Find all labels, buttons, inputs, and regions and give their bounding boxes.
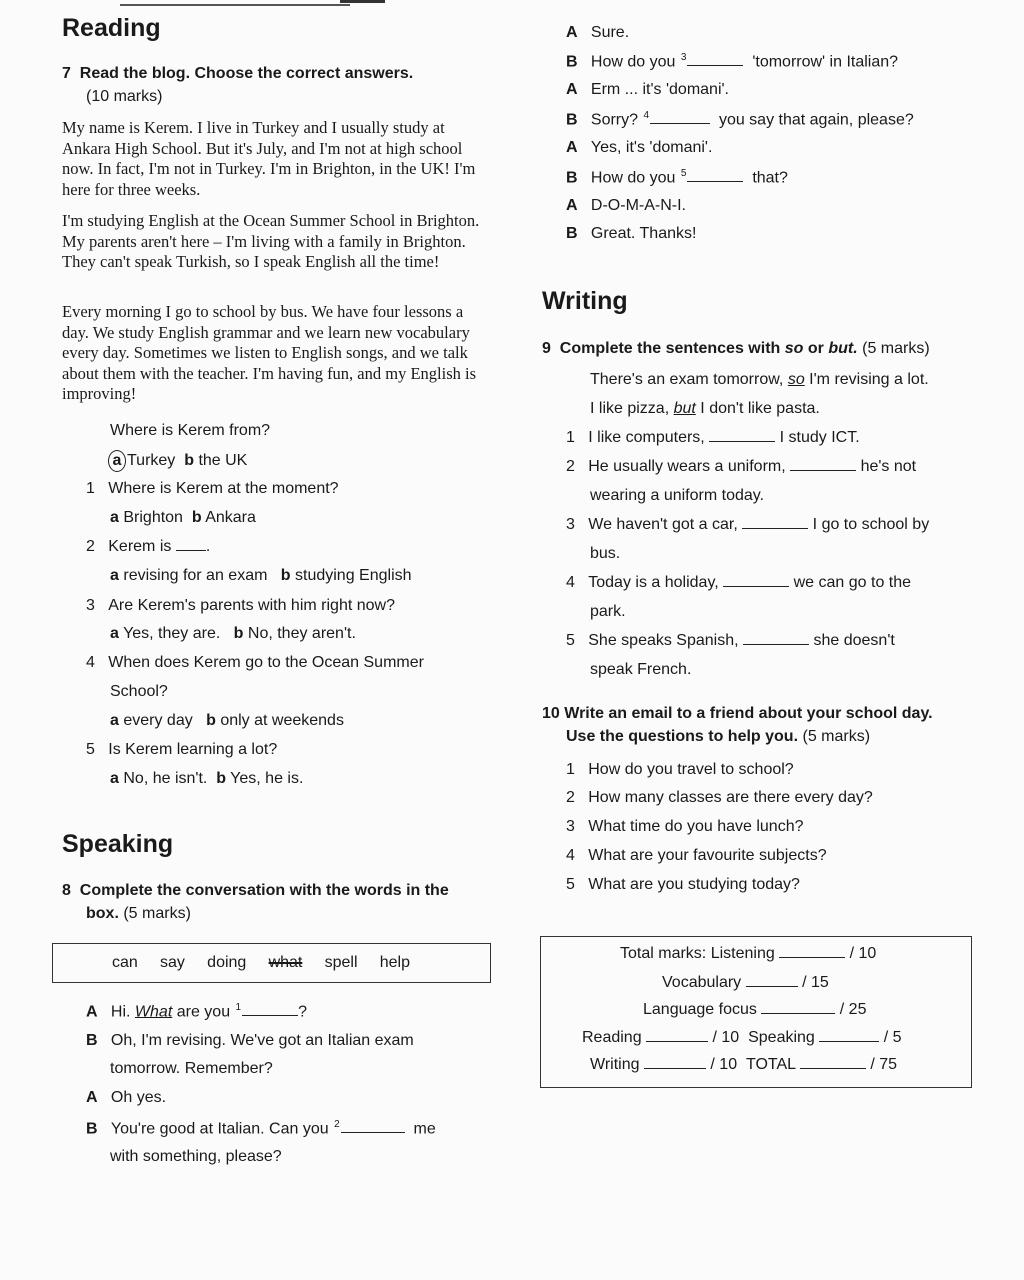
reading-heading: Reading: [62, 14, 161, 42]
task9-sentence-5: 5 She speaks Spanish, she doesn't: [566, 632, 895, 649]
task7-marks: (10 marks): [86, 88, 163, 105]
conv-line-9: A Yes, it's 'domani'.: [566, 139, 713, 156]
reading-options-1[interactable]: a Brighton b Ankara: [110, 509, 256, 526]
marks-reading-speaking: Reading / 10 Speaking / 5: [582, 1029, 902, 1046]
gap-5[interactable]: [687, 169, 743, 182]
task9-gap-3[interactable]: [742, 516, 808, 529]
task10-question-4: 4 What are your favourite subjects?: [566, 847, 827, 864]
word-can: can: [112, 954, 138, 971]
conv-line-1: A Hi. What are you $^1$ ?: [86, 1002, 308, 1021]
task9-sentence-3-cont: bus.: [590, 545, 621, 562]
word-what-crossed: what: [268, 954, 303, 971]
conv-line-7: A Erm ... it's 'domani'.: [566, 81, 729, 98]
conv-line-4-cont: with something, please?: [110, 1148, 282, 1165]
marks-vocabulary: Vocabulary / 15: [662, 974, 829, 991]
example-question: Where is Kerem from?: [110, 422, 271, 439]
task10-question-3: 3 What time do you have lunch?: [566, 818, 804, 835]
blog-paragraph-3: Every morning I go to school by bus. We have four lessons a day. We study English grammar and we learn new vocabulary every day. Sometimes we listen to English songs, and we talk about them with the teacher. I'm having fun, and my English is improving!: [62, 302, 477, 403]
task9-sentence-5-cont: speak French.: [590, 661, 692, 678]
speaking-heading: Speaking: [62, 830, 174, 858]
task9-sentence-4: 4 Today is a holiday, we can go to the: [566, 574, 912, 591]
task9-sentence-1: 1 I like computers, I study ICT.: [566, 429, 860, 446]
conv-line-4: B You're good at Italian. Can you $^2$ me: [86, 1119, 436, 1138]
conv-line-2: B Oh, I'm revising. We've got an Italian exam: [86, 1032, 414, 1049]
task9-example-2: I like pizza, but I don't like pasta.: [590, 400, 820, 417]
task8-instruction: 8 Complete the conversation with the words in the: [62, 882, 449, 899]
reading-options-2[interactable]: a revising for an exam b studying English: [110, 567, 412, 584]
task9-gap-5[interactable]: [743, 632, 809, 645]
task9-sentence-2-cont: wearing a uniform today.: [590, 487, 765, 504]
marks-listening: Total marks: Listening / 10: [620, 945, 877, 962]
word-doing: doing: [207, 954, 247, 971]
marks-writing-total: Writing / 10 TOTAL / 75: [590, 1056, 898, 1073]
word-box-words: [112, 954, 410, 972]
word-help: help: [379, 954, 410, 971]
reading-question-4: 4 When does Kerem go to the Ocean Summer: [86, 654, 424, 671]
conv-line-6: B How do you $^3$ 'tomorrow' in Italian?: [566, 52, 899, 71]
conv-line-10: B How do you $^5$ that?: [566, 168, 788, 187]
example-answers: a Turkey b the UK: [108, 450, 247, 472]
reading-options-4[interactable]: a every day b only at weekends: [110, 712, 344, 729]
marks-language-focus: Language focus / 25: [643, 1001, 867, 1018]
task10-question-2: 2 How many classes are there every day?: [566, 789, 873, 806]
gap-1[interactable]: [242, 1003, 298, 1016]
word-spell: spell: [324, 954, 358, 971]
gap-3[interactable]: [687, 53, 743, 66]
task10-instruction: 10 Write an email to a friend about your school day.: [542, 705, 933, 722]
reading-question-5: 5 Is Kerem learning a lot?: [86, 741, 278, 758]
conv-line-2-cont: tomorrow. Remember?: [110, 1060, 273, 1077]
reading-question-1: 1 Where is Kerem at the moment?: [86, 480, 339, 497]
task10-question-1: 1 How do you travel to school?: [566, 761, 794, 778]
conv-line-12: B Great. Thanks!: [566, 225, 697, 242]
task9-sentence-2: 2 He usually wears a uniform, he's not: [566, 458, 917, 475]
reading-question-2: 2 Kerem is .: [86, 538, 211, 555]
task9-gap-1[interactable]: [709, 429, 775, 442]
blog-paragraph-2: I'm studying English at the Ocean Summer School in Brighton. My parents aren't here – I'm living with a family in Brighton. They can't speak Turkish, so I speak English all the time!: [62, 211, 480, 271]
task10-question-5: 5 What are you studying today?: [566, 876, 800, 893]
gap-2[interactable]: [341, 1120, 405, 1133]
task9-sentence-4-cont: park.: [590, 603, 626, 620]
cropped-header-strip: [0, 0, 1024, 6]
conv-line-5: A Sure.: [566, 24, 630, 41]
task7-instruction: 7 Read the blog. Choose the correct answers.: [62, 65, 414, 82]
circled-answer-a[interactable]: a: [108, 450, 126, 472]
reading-options-5[interactable]: a No, he isn't. b Yes, he is.: [110, 770, 304, 787]
reading-options-3[interactable]: a Yes, they are. b No, they aren't.: [110, 625, 356, 642]
task8-instruction-cont: box. (5 marks): [86, 905, 191, 922]
blog-paragraph-1: My name is Kerem. I live in Turkey and I usually study at Ankara High School. But it's July, and I'm not at high school now. In fact, I'm not in Turkey. I'm in Brighton, in the UK! I'm here for three weeks.: [62, 118, 476, 199]
task9-instruction: 9 Complete the sentences with so or but. (5 marks): [542, 340, 930, 357]
reading-question-3: 3 Are Kerem's parents with him right now?: [86, 597, 395, 614]
conv-line-11: A D-O-M-A-N-I.: [566, 197, 686, 214]
task9-gap-2[interactable]: [790, 458, 856, 471]
task10-instruction-cont: Use the questions to help you. (5 marks): [566, 728, 871, 745]
task9-gap-4[interactable]: [723, 574, 789, 587]
conv-line-8: B Sorry? $^4$ you say that again, please?: [566, 110, 914, 129]
reading-question-4-cont: School?: [110, 683, 168, 700]
word-say: say: [160, 954, 185, 971]
task9-sentence-3: 3 We haven't got a car, I go to school by: [566, 516, 930, 533]
writing-heading: Writing: [542, 287, 628, 315]
conv-line-3: A Oh yes.: [86, 1089, 167, 1106]
task9-example-1: There's an exam tomorrow, so I'm revising a lot.: [590, 371, 929, 388]
gap-4[interactable]: [650, 111, 710, 124]
